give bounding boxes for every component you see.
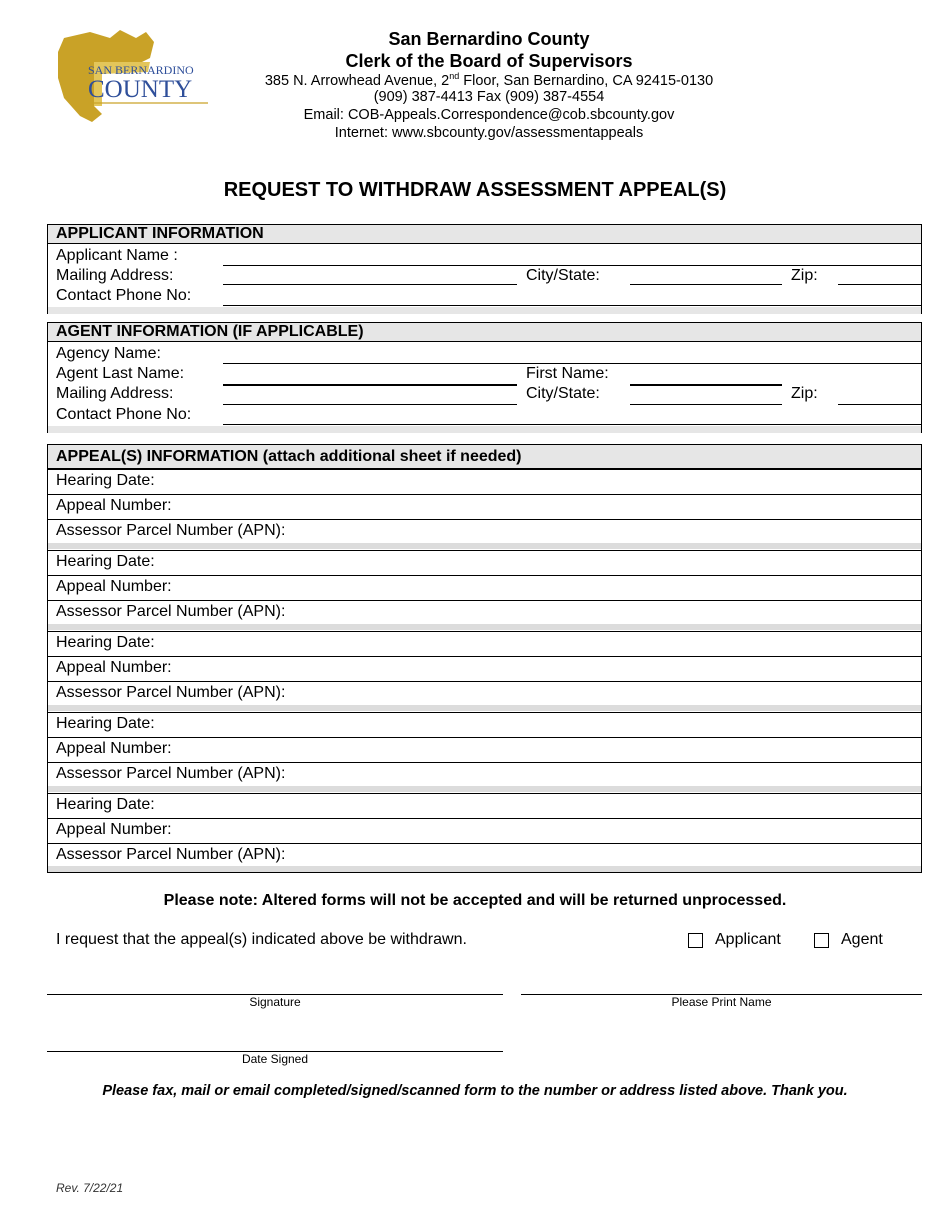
applicant-mailing-field[interactable]	[223, 284, 517, 285]
appeal-number-row[interactable]	[48, 656, 921, 681]
form-title: REQUEST TO WITHDRAW ASSESSMENT APPEAL(S)	[223, 179, 727, 201]
apn-row[interactable]	[48, 681, 921, 706]
apn-row[interactable]	[48, 600, 921, 625]
hearing-date-row[interactable]	[48, 469, 921, 494]
office-address	[230, 71, 748, 89]
appeal-number-label: Appeal Number:	[56, 497, 172, 514]
hearing-date-label: Hearing Date:	[56, 472, 155, 489]
office-website: Internet: www.sbcounty.gov/assessmentappeals	[334, 125, 644, 141]
hearing-date-label: Hearing Date:	[56, 715, 155, 732]
applicant-name-label: Applicant Name :	[56, 247, 178, 264]
appeal-number-label: Appeal Number:	[56, 821, 172, 838]
appeal-number-row[interactable]	[48, 494, 921, 519]
appeals-section-heading: APPEAL(S) INFORMATION (attach additional sheet if needed)	[48, 445, 921, 469]
county-name: San Bernardino County	[388, 29, 590, 49]
agent-section-heading: AGENT INFORMATION (IF APPLICABLE)	[48, 323, 921, 342]
date-signed-label: Date Signed	[241, 1052, 309, 1066]
applicant-checkbox[interactable]	[688, 933, 703, 948]
apn-label: Assessor Parcel Number (APN):	[56, 603, 286, 620]
hearing-date-row[interactable]	[48, 712, 921, 737]
agent-phone-label: Contact Phone No:	[56, 406, 192, 423]
appeal-number-label: Appeal Number:	[56, 578, 172, 595]
agent-checkbox-label: Agent	[841, 931, 883, 948]
altered-forms-note: Please note: Altered forms will not be accepted and will be returned unprocessed.	[163, 892, 787, 909]
appeal-number-label: Appeal Number:	[56, 740, 172, 757]
closing-instructions: Please fax, mail or email completed/signed/scanned form to the number or address listed above. Thank you.	[102, 1083, 848, 1099]
appeal-number-row[interactable]	[48, 575, 921, 600]
agent-phone-field[interactable]	[223, 424, 921, 425]
office-name: Clerk of the Board of Supervisors	[345, 51, 633, 71]
applicant-city-label: City/State:	[526, 267, 600, 284]
office-email: Email: COB-Appeals.Correspondence@cob.sbcounty.gov	[303, 107, 675, 123]
applicant-zip-field[interactable]	[838, 284, 921, 285]
appeal-number-label: Appeal Number:	[56, 659, 172, 676]
withdraw-request-text: I request that the appeal(s) indicated above be withdrawn.	[56, 931, 467, 948]
appeal-number-row[interactable]	[48, 737, 921, 762]
applicant-phone-field[interactable]	[223, 305, 921, 306]
hearing-date-label: Hearing Date:	[56, 634, 155, 651]
appeal-number-row[interactable]	[48, 818, 921, 843]
apn-row[interactable]	[48, 519, 921, 544]
agent-last-name-label: Agent Last Name:	[56, 365, 185, 382]
agent-city-label: City/State:	[526, 385, 600, 402]
apn-row[interactable]	[48, 843, 921, 868]
logo-text-main: COUNTY	[88, 76, 193, 103]
agent-first-name-field[interactable]	[630, 384, 782, 386]
applicant-city-field[interactable]	[630, 284, 782, 285]
agent-zip-label: Zip:	[791, 385, 818, 402]
apn-label: Assessor Parcel Number (APN):	[56, 765, 286, 782]
hearing-date-label: Hearing Date:	[56, 796, 155, 813]
apn-label: Assessor Parcel Number (APN):	[56, 522, 286, 539]
hearing-date-row[interactable]	[48, 550, 921, 575]
signature-label: Signature	[249, 995, 301, 1009]
applicant-zip-label: Zip:	[791, 267, 818, 284]
hearing-date-row[interactable]	[48, 793, 921, 818]
agent-city-field[interactable]	[630, 404, 782, 405]
hearing-date-label: Hearing Date:	[56, 553, 155, 570]
hearing-date-row[interactable]	[48, 631, 921, 656]
applicant-phone-label: Contact Phone No:	[56, 287, 192, 304]
print-name-label: Please Print Name	[671, 995, 772, 1009]
address-ordinal: nd	[449, 71, 460, 81]
applicant-checkbox-label: Applicant	[715, 931, 781, 948]
applicant-section	[47, 224, 922, 314]
office-phone-fax: (909) 387-4413 Fax (909) 387-4554	[373, 89, 605, 105]
address-city: Floor, San Bernardino, CA 92415-0130	[459, 72, 714, 89]
agent-first-name-label: First Name:	[526, 365, 609, 382]
apn-label: Assessor Parcel Number (APN):	[56, 846, 286, 863]
appeals-section	[47, 444, 922, 873]
agent-mailing-label: Mailing Address:	[56, 385, 174, 402]
agent-checkbox[interactable]	[814, 933, 829, 948]
agent-mailing-field[interactable]	[223, 404, 517, 405]
agent-zip-field[interactable]	[838, 404, 921, 405]
revision-date: Rev. 7/22/21	[56, 1181, 124, 1195]
agent-section	[47, 322, 922, 433]
apn-label: Assessor Parcel Number (APN):	[56, 684, 286, 701]
applicant-mailing-label: Mailing Address:	[56, 267, 174, 284]
apn-row[interactable]	[48, 762, 921, 787]
agency-name-label: Agency Name:	[56, 345, 161, 362]
agent-last-name-field[interactable]	[223, 384, 517, 386]
address-street: 385 N. Arrowhead Avenue, 2	[264, 72, 450, 89]
logo-text-top: SAN BERNARDINO	[88, 63, 194, 77]
county-logo	[50, 28, 212, 124]
applicant-section-heading: APPLICANT INFORMATION	[48, 225, 921, 244]
